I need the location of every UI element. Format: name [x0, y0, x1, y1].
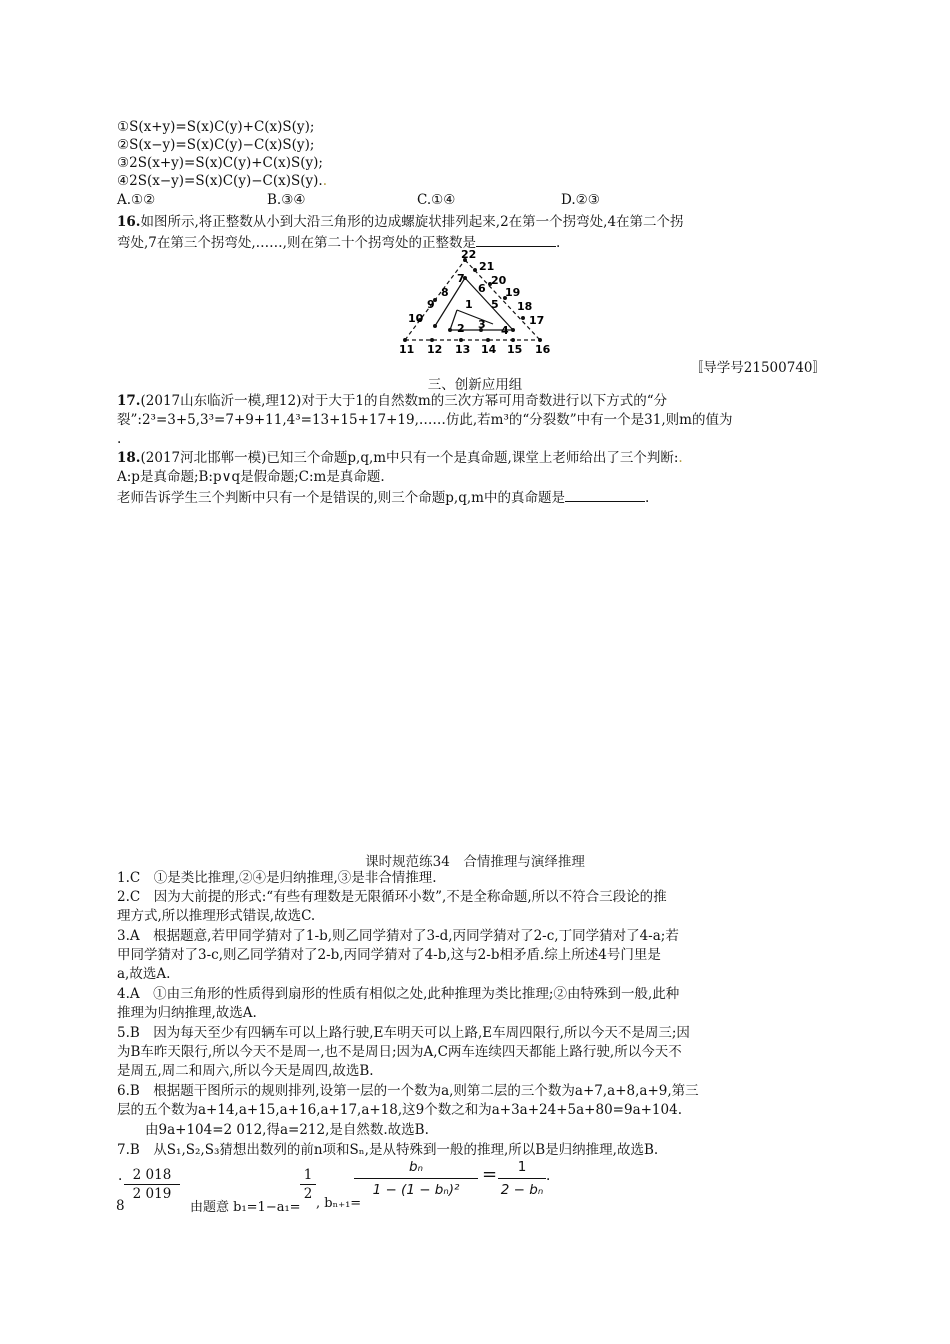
- spiral-triangle-figure: [395, 248, 565, 358]
- result-denominator: 2 − bₙ: [500, 1182, 544, 1198]
- answer-5-line-2: 为B车昨天限行,所以今天不是周一,也不是周日;因为A,C两车连续四天都能上路行驶,所以今天不: [117, 1044, 682, 1060]
- figure-label-8: 8: [441, 286, 449, 299]
- option-line-4: ④2S(x−y)=S(x)C(y)−C(x)S(y)..: [117, 173, 328, 189]
- answer-1: 1.C ①是类比推理,②④是归纳推理,③是非合情推理.: [117, 870, 437, 886]
- problem-17-line-3: .: [117, 431, 122, 447]
- figure-label-12: 12: [427, 343, 443, 356]
- answer-2-line-1: 2.C 因为大前提的形式:“有些有理数是无限循环小数”,不是全称命题,所以不符合三段论的推: [117, 889, 667, 905]
- answer-8-fraction: [124, 1166, 180, 1203]
- result-fraction: [498, 1156, 546, 1201]
- figure-label-1: 1: [465, 298, 473, 311]
- choice-d: D.②③: [561, 192, 600, 208]
- recurrence-fraction: [354, 1156, 478, 1201]
- answer-5-line-3: 是周五,周二和周六,所以今天是周四,故选B.: [117, 1063, 374, 1079]
- problem-18-line-1: 18.(2017河北邯郸一模)已知三个命题p,q,m中只有一个是真命题,课堂上老师给出了三个判断:.: [117, 450, 683, 466]
- figure-label-9: 9: [427, 298, 435, 311]
- answer-8-mid: , bₙ₊₁=: [316, 1196, 362, 1211]
- fraction-denominator: 2 019: [132, 1186, 172, 1202]
- answer-3-line-1: 3.A 根据题意,若甲同学猜对了1-b,则乙同学猜对了3-d,丙同学猜对了2-c,丁同学猜对了4-a;若: [117, 928, 679, 944]
- guide-number: 〚导学号21500740〛: [689, 360, 826, 376]
- figure-label-20: 20: [491, 274, 507, 287]
- answer-5-line-1: 5.B 因为每天至少有四辆车可以上路行驶,E车明天可以上路,E车周四限行,所以今天不是周三;因: [117, 1025, 690, 1041]
- problem-17-line-1: 17.(2017山东临沂一模,理12)对于大于1的自然数m的三次方幂可用奇数进行以下方式的“分: [117, 393, 668, 409]
- problem-17-line-2: 裂”:2³=3+5,3³=7+9+11,4³=13+15+17+19,……仿此,若m³的“分裂数”中有一个是31,则m的值为: [117, 412, 733, 428]
- figure-label-4: 4: [501, 324, 509, 337]
- answer-2-line-2: 理方式,所以推理形式错误,故选C.: [117, 908, 316, 924]
- choice-b: B.③④: [267, 192, 306, 208]
- answer-blank: [476, 233, 556, 247]
- answer-4-line-1: 4.A ①由三角形的性质得到扇形的性质有相似之处,此种推理为类比推理;②由特殊到一般,此种: [117, 986, 680, 1002]
- answers-title: 课时规范练34 合情推理与演绎推理: [365, 854, 585, 870]
- figure-label-3: 3: [478, 318, 486, 331]
- option-line-3: ③2S(x+y)=S(x)C(y)+C(x)S(y);: [117, 155, 323, 171]
- figure-label-16: 16: [535, 343, 551, 356]
- answer-6-line-1: 6.B 根据题干图所示的规则排列,设第一层的一个数为a,则第二层的三个数为a+7,a+8,a+9,第三: [117, 1083, 699, 1099]
- option-line-2: ②S(x−y)=S(x)C(y)−C(x)S(y);: [117, 137, 315, 153]
- recurrence-numerator: bₙ: [354, 1156, 478, 1179]
- fraction-numerator: 2 018: [124, 1166, 180, 1185]
- answer-6-line-2: 层的五个数为a+14,a+15,a+16,a+17,a+18,这9个数之和为a+3a+24+5a+80=9a+104.: [117, 1102, 682, 1118]
- figure-label-13: 13: [455, 343, 471, 356]
- figure-label-17: 17: [529, 314, 545, 327]
- problem-18-line-3: 老师告诉学生三个判断中只有一个是错误的,则三个命题p,q,m中的真命题是 .: [117, 490, 650, 506]
- choice-row: [117, 191, 600, 209]
- figure-label-22: 22: [461, 248, 477, 261]
- figure-label-7: 7: [457, 272, 465, 285]
- half-numerator: 1: [300, 1166, 316, 1185]
- figure-label-14: 14: [481, 343, 497, 356]
- result-numerator: 1: [498, 1156, 546, 1179]
- answer-3-line-3: a,故选A.: [117, 966, 171, 982]
- problem-16-line-1: 16.如图所示,将正整数从小到大沿三角形的边成螺旋状排列起来,2在第一个拐弯处,4在第二个拐: [117, 214, 684, 230]
- section-heading: 三、创新应用组: [427, 377, 523, 393]
- figure-label-19: 19: [505, 286, 521, 299]
- answer-4-line-2: 推理为归纳推理,故选A.: [117, 1005, 257, 1021]
- choice-c: C.①④: [417, 192, 456, 208]
- figure-label-6: 6: [478, 282, 486, 295]
- answer-8-dot: .: [118, 1168, 123, 1184]
- problem-18-line-2: A:p是真命题;B:p∨q是假命题;C:m是真命题.: [117, 469, 385, 485]
- answer-6-line-3: 由9a+104=2 012,得a=212,是自然数.故选B.: [145, 1122, 429, 1138]
- half-denominator: 2: [303, 1186, 313, 1202]
- choice-a: A.①②: [117, 192, 156, 208]
- half-fraction: [300, 1166, 316, 1203]
- figure-label-10: 10: [408, 312, 424, 325]
- figure-label-5: 5: [491, 298, 499, 311]
- answer-8-text: 由题意 b₁=1−a₁=: [190, 1200, 301, 1215]
- problem-16-line-2: 弯处,7在第三个拐弯处,……,则在第二十个拐弯处的正整数是 .: [117, 235, 561, 251]
- figure-label-21: 21: [479, 260, 495, 273]
- option-line-1: ①S(x+y)=S(x)C(y)+C(x)S(y);: [117, 119, 315, 135]
- answer-3-line-2: 甲同学猜对了3-c,则乙同学猜对了2-b,丙同学猜对了4-b,这与2-b相矛盾.综上所述4号门里是: [117, 947, 661, 963]
- figure-label-18: 18: [517, 300, 533, 313]
- answer-7: 7.B 从S₁,S₂,S₃猜想出数列的前n项和Sₙ,是从特殊到一般的推理,所以B是归纳推理,故选B.: [117, 1142, 659, 1158]
- answer-blank-18: [565, 488, 645, 502]
- equals-sign: =: [482, 1164, 498, 1185]
- figure-label-11: 11: [399, 343, 415, 356]
- recurrence-denominator: 1 − (1 − bₙ)²: [372, 1182, 460, 1198]
- figure-label-15: 15: [507, 343, 523, 356]
- figure-label-2: 2: [457, 322, 465, 335]
- answer-8-number: 8: [116, 1198, 125, 1214]
- answer-8-end: .: [546, 1168, 551, 1184]
